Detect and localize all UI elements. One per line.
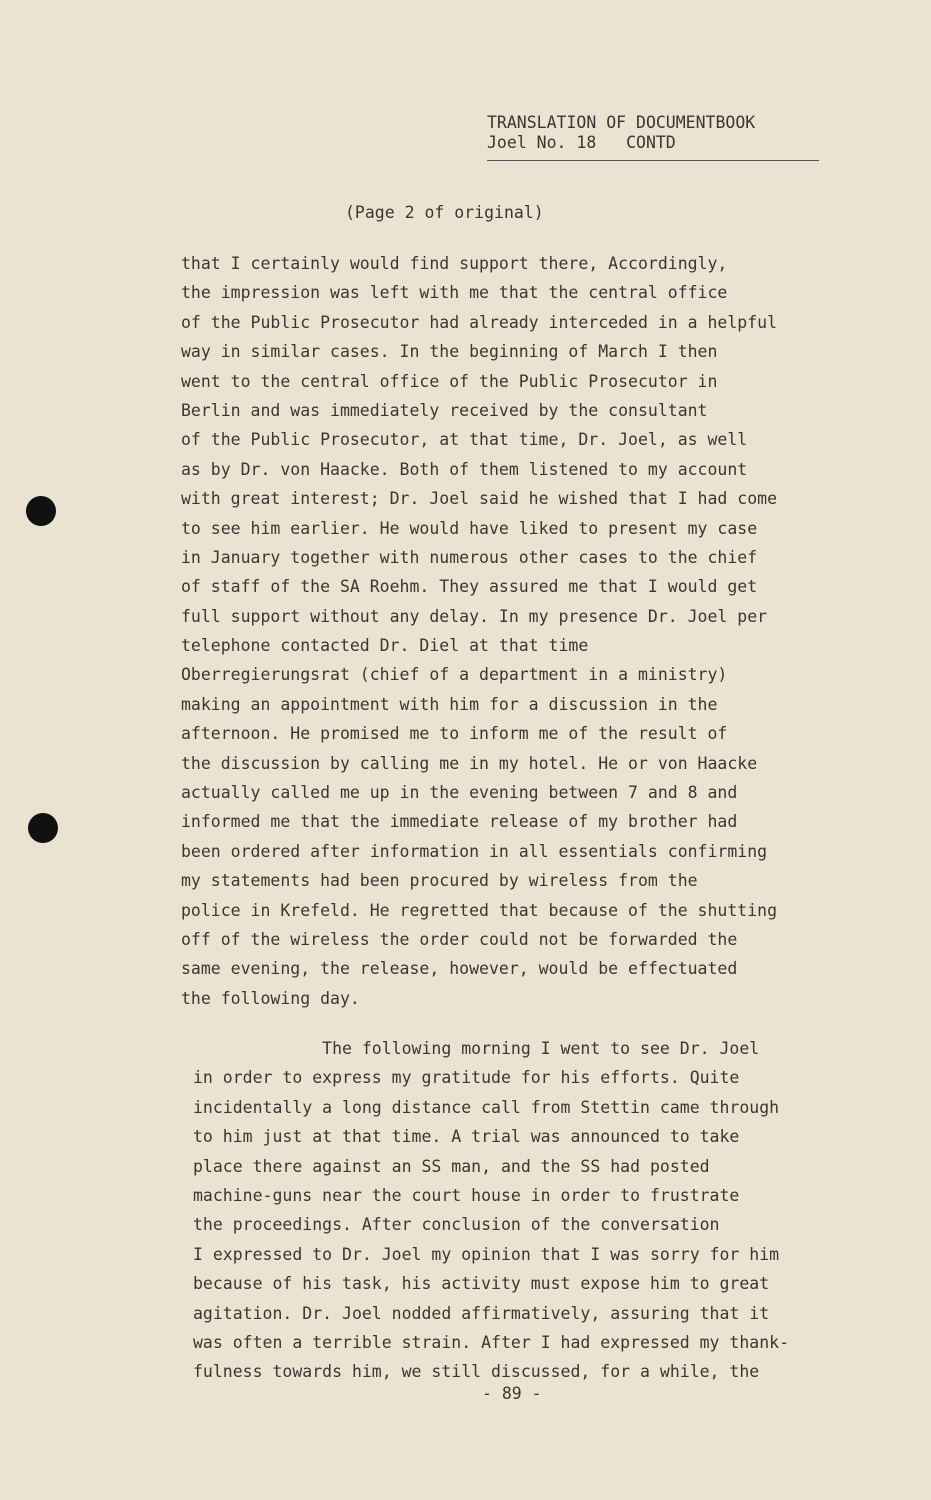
- text-line: as by Dr. von Haacke. Both of them listened to my account: [181, 459, 748, 479]
- text-line: went to the central office of the Public Prosecutor in: [181, 371, 718, 391]
- header-subtitle: Joel No. 18 CONTD: [487, 133, 676, 152]
- punch-hole-top: [26, 496, 56, 526]
- text-line: my statements had been procured by wireless from the: [181, 871, 698, 891]
- body-paragraph-2: [193, 1034, 789, 1387]
- text-line: making an appointment with him for a discussion in the: [181, 694, 718, 714]
- text-line: in January together with numerous other cases to the chief: [181, 547, 758, 567]
- text-line: I expressed to Dr. Joel my opinion that I was sorry for him: [193, 1244, 780, 1264]
- text-line: afternoon. He promised me to inform me of the result of: [181, 724, 728, 744]
- text-line: of staff of the SA Roehm. They assured me that I would get: [181, 577, 758, 597]
- text-line: place there against an SS man, and the SS had posted: [193, 1156, 710, 1176]
- text-line: way in similar cases. In the beginning of March I then: [181, 342, 718, 362]
- text-line: informed me that the immediate release of my brother had: [181, 812, 738, 832]
- text-line: Berlin and was immediately received by the consultant: [181, 400, 708, 420]
- text-line: the discussion by calling me in my hotel. He or von Haacke: [181, 753, 758, 773]
- text-line: to him just at that time. A trial was announced to take: [193, 1127, 740, 1147]
- text-line: Oberregierungsrat (chief of a department in a ministry): [181, 665, 728, 685]
- text-line: with great interest; Dr. Joel said he wished that I had come: [181, 489, 778, 509]
- text-line: actually called me up in the evening between 7 and 8 and: [181, 783, 738, 803]
- punch-hole-bottom: [28, 813, 58, 843]
- text-line: that I certainly would find support there, Accordingly,: [181, 254, 728, 273]
- text-line: to see him earlier. He would have liked to present my case: [181, 518, 758, 538]
- page-number: - 89 -: [482, 1384, 542, 1403]
- body-paragraph-1: [181, 249, 777, 1013]
- text-line: machine-guns near the court house in order to frustrate: [193, 1185, 740, 1205]
- text-line: because of his task, his activity must expose him to great: [193, 1274, 770, 1294]
- text-line: fulness towards him, we still discussed, for a while, the: [193, 1362, 760, 1382]
- header-title: TRANSLATION OF DOCUMENTBOOK: [487, 113, 756, 132]
- text-line: been ordered after information in all essentials confirming: [181, 841, 768, 861]
- text-line: police in Krefeld. He regretted that because of the shutting: [181, 900, 778, 920]
- text-line: in order to express my gratitude for his efforts. Quite: [193, 1068, 740, 1088]
- text-line: was often a terrible strain. After I had expressed my thank-: [193, 1332, 790, 1352]
- text-line: telephone contacted Dr. Diel at that time: [181, 636, 589, 656]
- document-header: [487, 113, 755, 153]
- text-line: of the Public Prosecutor, at that time, Dr. Joel, as well: [181, 430, 748, 450]
- text-line: the impression was left with me that the central office: [181, 283, 728, 303]
- text-line: full support without any delay. In my presence Dr. Joel per: [181, 606, 768, 626]
- text-line: of the Public Prosecutor had already interceded in a helpful: [181, 312, 778, 332]
- text-line: the following day.: [181, 988, 360, 1008]
- text-line: off of the wireless the order could not be forwarded the: [181, 929, 738, 949]
- header-underline: [487, 160, 819, 161]
- text-line: incidentally a long distance call from Stettin came through: [193, 1097, 780, 1117]
- page-note: (Page 2 of original): [345, 203, 544, 222]
- text-line: the proceedings. After conclusion of the conversation: [193, 1215, 720, 1235]
- text-line: The following morning I went to see Dr. Joel: [193, 1039, 760, 1058]
- text-line: same evening, the release, however, would be effectuated: [181, 959, 738, 979]
- text-line: agitation. Dr. Joel nodded affirmatively, assuring that it: [193, 1303, 770, 1323]
